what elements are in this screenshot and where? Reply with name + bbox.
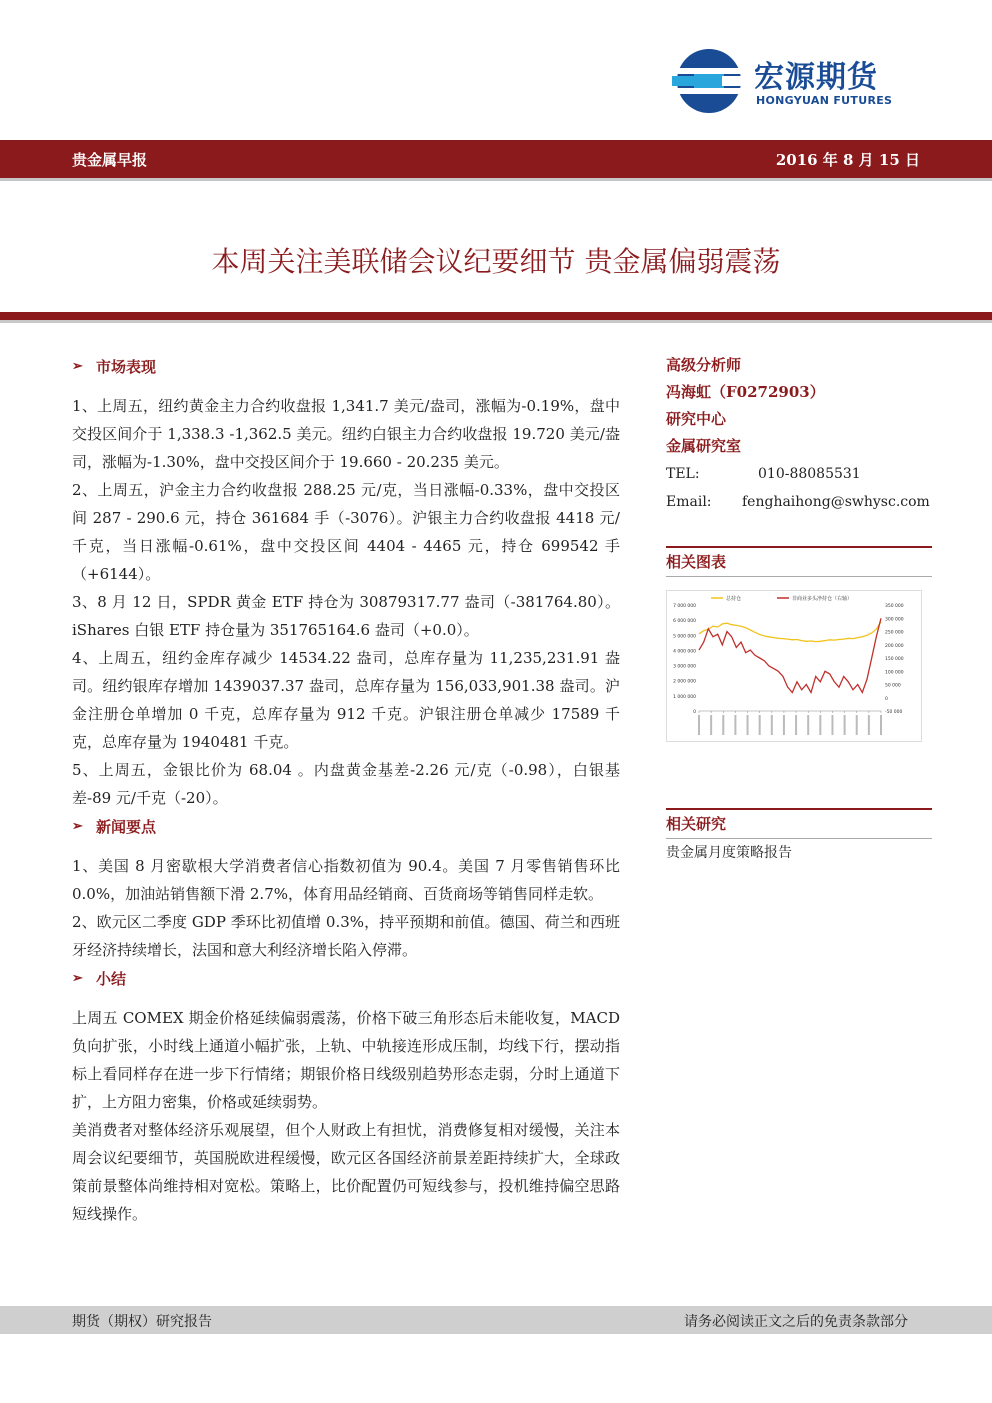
y-right-tick-label: 250 000 [885, 630, 904, 636]
footer-bar [0, 1306, 992, 1334]
section-heading-news [72, 812, 620, 842]
related-research-heading: 相关研究 [666, 808, 932, 839]
x-tick-label [698, 715, 700, 735]
series-line-1 [699, 618, 881, 692]
x-tick-label [868, 715, 870, 735]
company-logo [672, 46, 922, 116]
x-tick-label [844, 715, 846, 735]
x-tick-label [831, 715, 833, 735]
related-research [666, 808, 932, 867]
paragraph: 3、8 月 12 日，SPDR 黄金 ETF 持仓为 30879317.77 盎司（-381764.80）。iShares 白银 ETF 持仓量为 351765164.6 盎司（+0.0）。 [72, 593, 620, 639]
y-right-tick-label: 200 000 [885, 643, 904, 649]
analyst-dept: 研究中心 [666, 410, 727, 428]
x-tick-label [710, 715, 712, 735]
arrow-bullet-icon: ➢ [72, 971, 83, 986]
paragraph: 2、欧元区二季度 GDP 季环比初值增 0.3%，持平预期和前值。德国、荷兰和西班牙经济持续增长，法国和意大利经济增长陷入停滞。 [72, 913, 620, 959]
paragraph: 5、上周五，金银比价为 68.04 。内盘黄金基差-2.26 元/克（-0.98），白银基差-89 元/千克（-20）。 [72, 761, 620, 807]
section-title: 小结 [96, 970, 127, 988]
y-left-tick-label: 1 000 000 [673, 694, 696, 700]
arrow-bullet-icon: ➢ [72, 819, 83, 834]
x-tick-label [795, 715, 797, 735]
y-left-tick-label: 3 000 000 [673, 664, 696, 670]
y-left-tick-label: 0 [693, 710, 696, 715]
report-header-bar [0, 140, 992, 181]
x-tick-label [819, 715, 821, 735]
footer-left-text: 期货（期权）研究报告 [72, 1314, 212, 1330]
arrow-bullet-icon: ➢ [72, 359, 83, 374]
y-right-tick-label: 300 000 [885, 617, 904, 623]
main-content [72, 352, 620, 1228]
y-left-tick-label: 6 000 000 [673, 619, 696, 625]
paragraph: 美消费者对整体经济乐观展望，但个人财政上有担忧，消费修复相对缓慢，关注本周会议纪要细节，英国脱欧进程缓慢，欧元区各国经济前景差距持续扩大，全球政策前景整体尚维持相对宽松。策略上，比价配置仍可短线参与，投机维持偏空思路短线操作。 [72, 1121, 620, 1223]
paragraph: 4、上周五，纽约金库存减少 14534.22 盎司，总库存量为 11,235,231.91 盎司。纽约银库存增加 1439037.37 盎司，总库存量为 156,033,901.38 盎司。沪金注册仓单增加 0 千克，总库存量为 912 千克。沪银注册仓单减少 17589 千克，总库存量为 1940481 千克。 [72, 649, 620, 751]
paragraph: 上周五 COMEX 期金价格延续偏弱震荡，价格下破三角形态后未能收复，MACD 负向扩张，小时线上通道小幅扩张，上轨、中轨接连形成压制，均线下行，摆动指标上看同样存在进一步下行情绪；期银价格日线级别趋势形态走弱，分时上通道下扩，上方阻力密集，价格或延续弱势。 [72, 1009, 620, 1111]
report-title: 本周关注美联储会议纪要细节 贵金属偏弱震荡 [211, 245, 781, 278]
contact-tel [666, 460, 932, 488]
analyst-role: 高级分析师 [666, 356, 742, 374]
logo-emblem-icon [672, 46, 746, 116]
y-right-tick-label: -50 000 [885, 710, 903, 715]
y-right-tick-label: 350 000 [885, 604, 904, 609]
x-tick-label [807, 715, 809, 735]
related-chart-heading: 相关图表 [666, 546, 932, 577]
y-left-tick-label: 2 000 000 [673, 679, 696, 685]
x-tick-label [722, 715, 724, 735]
x-tick-label [880, 715, 882, 735]
paragraph: 1、上周五，纽约黄金主力合约收盘报 1,341.7 美元/盎司，涨幅为-0.19%，盘中交投区间介于 1,338.3 -1,362.5 美元。纽约白银主力合约收盘报 19.720 美元/盎司，涨幅为-1.30%，盘中交投区间介于 19.660 - 20.235 美元。 [72, 397, 620, 471]
tel-value: 010-88085531 [758, 466, 861, 482]
y-right-tick-label: 50 000 [885, 683, 901, 689]
y-left-tick-label: 5 000 000 [673, 634, 696, 640]
report-type: 贵金属早报 [72, 151, 148, 169]
x-tick-label [734, 715, 736, 735]
analyst-subdept: 金属研究室 [666, 437, 742, 455]
title-divider-shadow [0, 320, 992, 323]
y-right-tick-label: 100 000 [885, 670, 904, 676]
analyst-name: 冯海虹（F0272903） [666, 383, 825, 401]
section-title: 新闻要点 [96, 818, 157, 836]
x-tick-label [856, 715, 858, 735]
section-heading-market [72, 352, 620, 382]
report-date: 2016 年 8 月 15 日 [775, 151, 920, 169]
paragraph: 2、上周五，沪金主力合约收盘报 288.25 元/克，当日涨幅-0.33%，盘中交投区间 287 - 290.6 元，持仓 361684 手（-3076）。沪银主力合约收盘报 4418 元/千克，当日涨幅-0.61%，盘中交投区间 4404 - 4465 元，持仓 699542 手（+6144）。 [72, 481, 620, 583]
section-title: 市场表现 [96, 358, 157, 376]
x-tick-label [747, 715, 749, 735]
title-divider [0, 312, 992, 320]
email-label: Email: [666, 494, 712, 510]
contact-email [666, 488, 932, 516]
paragraph: 1、美国 8 月密歇根大学消费者信心指数初值为 90.4。美国 7 月零售销售环比 0.0%，加油站销售额下滑 2.7%，体育用品经销商、百货商场等销售同样走软。 [72, 857, 620, 903]
email-link[interactable]: fenghaihong@swhysc.com [742, 494, 930, 510]
y-left-tick-label: 7 000 000 [673, 604, 696, 609]
logo-cn-text: 宏源期货 [754, 60, 878, 95]
tel-label: TEL: [666, 466, 700, 482]
y-right-tick-label: 0 [885, 696, 888, 702]
legend-label: 总持仓 [726, 596, 742, 602]
related-chart [666, 590, 922, 742]
x-tick-label [771, 715, 773, 735]
y-right-tick-label: 150 000 [885, 657, 904, 662]
sidebar [666, 352, 932, 577]
logo-en-text: HONGYUAN FUTURES [756, 94, 893, 107]
y-left-tick-label: 4 000 000 [673, 649, 696, 655]
section-heading-summary [72, 964, 620, 994]
footer-disclaimer-text: 请务必阅读正文之后的免责条款部分 [684, 1314, 908, 1330]
related-research-item[interactable]: 贵金属月度策略报告 [666, 845, 792, 861]
legend-label: 非商业多头净持仓（右轴） [792, 596, 853, 602]
x-tick-label [783, 715, 785, 735]
chart-canvas [667, 591, 921, 741]
x-tick-label [759, 715, 761, 735]
